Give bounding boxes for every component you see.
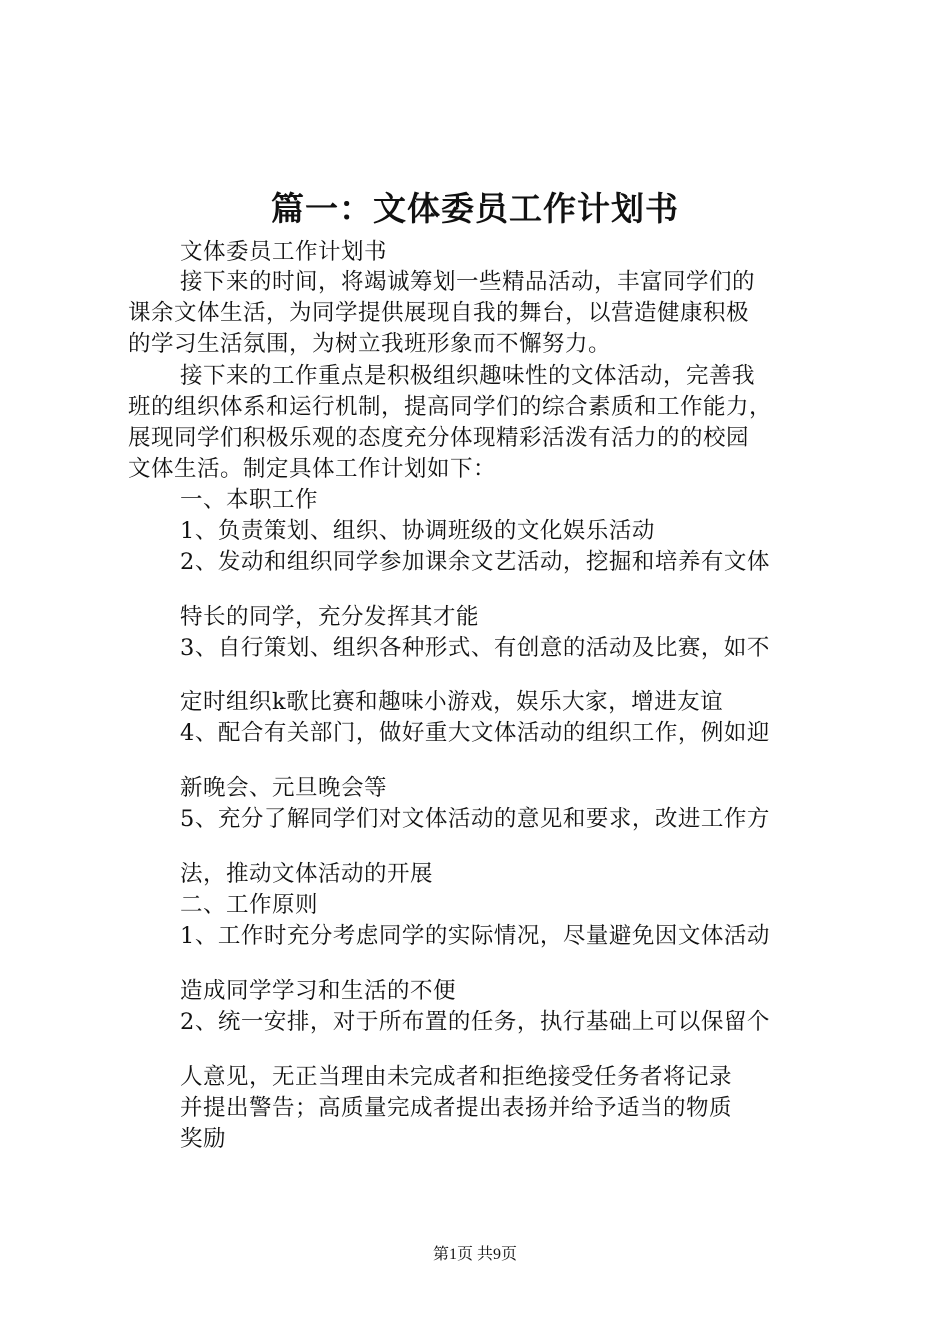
text-line: 并提出警告；高质量完成者提出表扬并给予适当的物质 (180, 1095, 733, 1121)
text-line: 新晚会、元旦晚会等 (180, 775, 388, 801)
text-line: 2、发动和组织同学参加课余文艺活动，挖掘和培养有文体 (180, 549, 770, 575)
text-line: 1、负责策划、组织、协调班级的文化娱乐活动 (180, 518, 655, 544)
text-line: 文体委员工作计划书 (180, 239, 388, 265)
text-line: 定时组织k歌比赛和趣味小游戏，娱乐大家，增进友谊 (180, 689, 724, 715)
section-heading: 一、本职工作 (180, 487, 319, 513)
text-line: 3、自行策划、组织各种形式、有创意的活动及比赛，如不 (180, 635, 770, 661)
text-line: 2、统一安排，对于所布置的任务，执行基础上可以保留个 (180, 1009, 770, 1035)
text-line: 展现同学们积极乐观的态度充分体现精彩活泼有活力的的校园 (128, 425, 750, 451)
page-footer: 第1页 共9页 (432, 1246, 517, 1263)
text-line: 5、充分了解同学们对文体活动的意见和要求，改进工作方 (180, 806, 770, 832)
text-line: 接下来的时间，将竭诚筹划一些精品活动，丰富同学们的 (180, 269, 756, 295)
section-heading: 二、工作原则 (180, 892, 319, 918)
text-line: 法，推动文体活动的开展 (180, 861, 434, 887)
text-line: 的学习生活氛围，为树立我班形象而不懈努力。 (128, 331, 612, 357)
text-line: 班的组织体系和运行机制，提高同学们的综合素质和工作能力， (128, 394, 773, 420)
text-line: 造成同学学习和生活的不便 (180, 978, 457, 1004)
text-line: 4、配合有关部门，做好重大文体活动的组织工作，例如迎 (180, 720, 770, 746)
text-line: 人意见，无正当理由未完成者和拒绝接受任务者将记录 (180, 1064, 733, 1090)
text-line: 接下来的工作重点是积极组织趣味性的文体活动，完善我 (180, 363, 756, 389)
document-title: 篇一：文体委员工作计划书 (271, 189, 679, 228)
text-line: 1、工作时充分考虑同学的实际情况，尽量避免因文体活动 (180, 923, 770, 949)
text-line: 文体生活。制定具体工作计划如下： (128, 456, 497, 482)
text-line: 课余文体生活，为同学提供展现自我的舞台，以营造健康积极 (128, 300, 750, 326)
text-line: 奖励 (180, 1126, 227, 1152)
text-line: 特长的同学，充分发挥其才能 (180, 604, 480, 630)
